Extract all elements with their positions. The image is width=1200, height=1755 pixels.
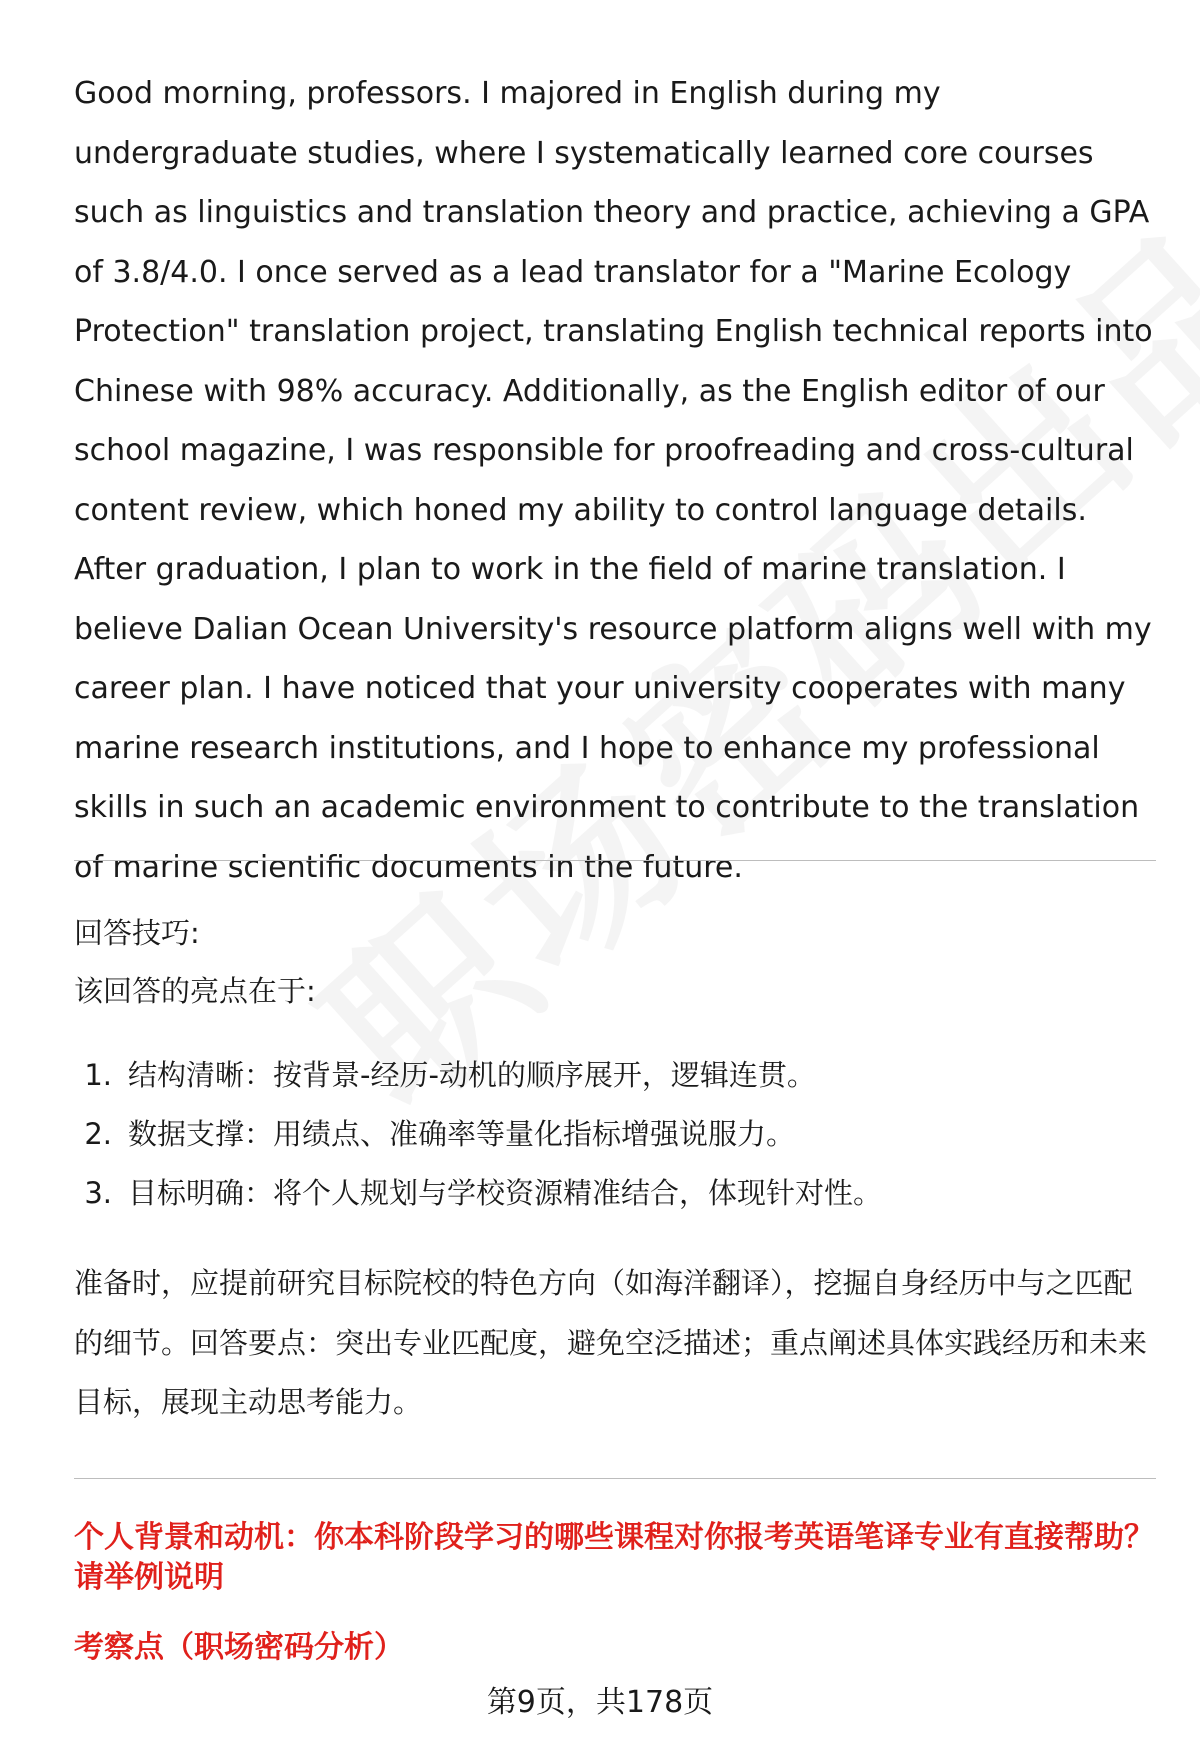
list-item-number: 1. <box>84 1058 112 1092</box>
list-item <box>74 1105 1160 1164</box>
answer-paragraph: Good morning, professors. I majored in English during my undergraduate studies, where I systematically learned core courses such as linguistics and translation theory and practice, achieving a GPA of 3.8/4.0. I once served as a lead translator for a "Marine Ecology Protection" translation project, translating English technical reports into Chinese with 98% accuracy. Additionally, as the English editor of our school magazine, I was responsible for proofreading and cross-cultural content review, which honed my ability to control language details. After graduation, I plan to work in the field of marine translation. I believe Dalian Ocean University's resource platform aligns well with my career plan. I have noticed that your university cooperates with many marine research institutions, and I hope to enhance my professional skills in such an academic environment to contribute to the translation of marine scientific documents in the future. <box>74 76 1153 885</box>
list-item-number: 3. <box>84 1176 112 1210</box>
tips-list <box>74 1046 1160 1223</box>
preparation-paragraph: 准备时，应提前研究目标院校的特色方向（如海洋翻译），挖掘自身经历中与之匹配的细节。回答要点：突出专业匹配度，避免空泛描述；重点阐述具体实践经历和未来目标，展现主动思考能力。 <box>74 1266 1148 1419</box>
tips-section <box>74 904 1160 1223</box>
list-item-text: 目标明确：将个人规划与学校资源精准结合，体现针对性。 <box>128 1176 883 1210</box>
page-footer: 第9页，共178页 <box>486 1685 714 1720</box>
exam-point-heading: 考察点（职场密码分析） <box>74 1630 404 1665</box>
list-item-text: 数据支撑：用绩点、准确率等量化指标增强说服力。 <box>128 1117 796 1151</box>
list-item <box>74 1046 1160 1105</box>
answer-section <box>74 64 1160 897</box>
list-item <box>74 1164 1160 1223</box>
list-item-text: 结构清晰：按背景-经历-动机的顺序展开，逻辑连贯。 <box>128 1058 816 1092</box>
next-question-heading: 个人背景和动机：你本科阶段学习的哪些课程对你报考英语笔译专业有直接帮助？请举例说明 <box>74 1520 1154 1595</box>
divider-top <box>74 860 1156 861</box>
tips-intro: 该回答的亮点在于: <box>74 974 316 1008</box>
tips-heading: 回答技巧: <box>74 916 200 950</box>
divider-bottom <box>74 1478 1156 1479</box>
list-item-number: 2. <box>84 1117 112 1151</box>
